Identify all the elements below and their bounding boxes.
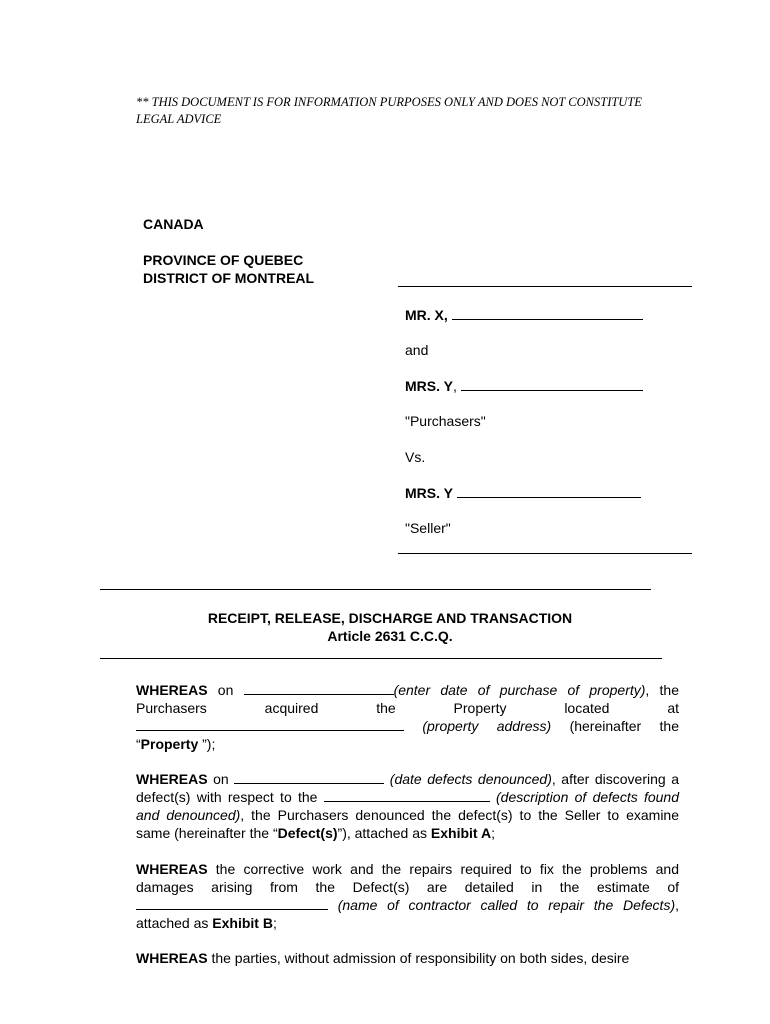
jurisdiction-block	[143, 215, 314, 287]
whereas-keyword: WHEREAS	[136, 861, 208, 877]
country: CANADA	[143, 216, 204, 232]
text-run: the corrective work and the repairs required to fix the problems and damages arising from the Defect(s) are detailed in the estimate of	[136, 861, 679, 895]
date-blank	[244, 682, 394, 695]
description-hint: (description of defects found and denounced)	[136, 789, 680, 823]
text-run: ;	[272, 915, 277, 931]
purchaser-2-name: MRS. Y	[405, 378, 453, 394]
purchaser-1-blank	[452, 306, 643, 320]
date-hint: (date defects denounced)	[389, 771, 552, 787]
title-bottom-rule	[100, 658, 662, 659]
text-run: , the Purchasers acquired the Property located at	[136, 682, 679, 716]
whereas-paragraph-2	[136, 770, 679, 842]
defined-term-defects: Defect(s)	[277, 825, 338, 841]
disclaimer: ** THIS DOCUMENT IS FOR INFORMATION PURPOSES ONLY AND DOES NOT CONSTITUTE LEGAL ADVICE	[136, 95, 642, 126]
purchaser-2	[405, 377, 643, 395]
versus: Vs.	[405, 449, 426, 465]
date-blank	[234, 771, 384, 784]
text-run: the parties, without admission of responsibility on both sides, desire	[207, 950, 630, 966]
text-run: ;	[491, 825, 495, 841]
whereas-paragraph-4	[136, 949, 679, 967]
seller-label: "Seller"	[405, 520, 451, 536]
purchaser-1-name: MR. X,	[405, 307, 448, 323]
text-run: , the Purchasers denounced the defect(s) to the Seller to examine same (hereinafter the “	[136, 807, 679, 841]
title-top-rule	[100, 589, 651, 590]
text-run: on	[207, 771, 235, 787]
address-blank	[136, 718, 404, 731]
defined-term-property: Property	[140, 736, 199, 752]
seller-name: MRS. Y	[405, 485, 453, 501]
text-run: on	[207, 682, 244, 698]
whereas-paragraph-1	[136, 681, 679, 753]
whereas-keyword: WHEREAS	[136, 771, 208, 787]
province: PROVINCE OF QUEBEC	[143, 252, 304, 268]
purchaser-2-blank	[461, 377, 643, 391]
purchaser-2-punct: ,	[452, 378, 457, 394]
text-run: ”);	[198, 736, 216, 752]
purchaser-1	[405, 306, 643, 324]
exhibit-a: Exhibit A	[430, 825, 492, 841]
text-run: , after discovering a defect(s) with respect to the	[136, 771, 680, 805]
description-blank	[324, 789, 490, 802]
seller-blank	[457, 484, 641, 498]
text-run: ”), attached as	[337, 825, 431, 841]
document-subtitle: Article 2631 C.C.Q.	[327, 628, 453, 644]
parties-connector: and	[405, 342, 429, 358]
district: DISTRICT OF MONTREAL	[143, 270, 315, 286]
text-run: , attached as	[136, 897, 679, 931]
purchasers-label: "Purchasers"	[405, 413, 486, 429]
contractor-blank	[136, 897, 328, 910]
document-title: RECEIPT, RELEASE, DISCHARGE AND TRANSACTION	[207, 610, 573, 626]
exhibit-b: Exhibit B	[212, 915, 273, 931]
parties-bottom-rule	[398, 553, 692, 554]
parties-top-rule	[398, 286, 692, 287]
text-run: (hereinafter the “	[136, 718, 679, 752]
whereas-keyword: WHEREAS	[136, 682, 208, 698]
whereas-keyword: WHEREAS	[136, 950, 208, 966]
address-hint: (property address)	[422, 718, 552, 734]
contractor-hint: (name of contractor called to repair the Defects)	[337, 897, 676, 913]
date-hint: (enter date of purchase of property)	[393, 682, 646, 698]
seller	[405, 484, 641, 502]
whereas-paragraph-3	[136, 860, 679, 932]
